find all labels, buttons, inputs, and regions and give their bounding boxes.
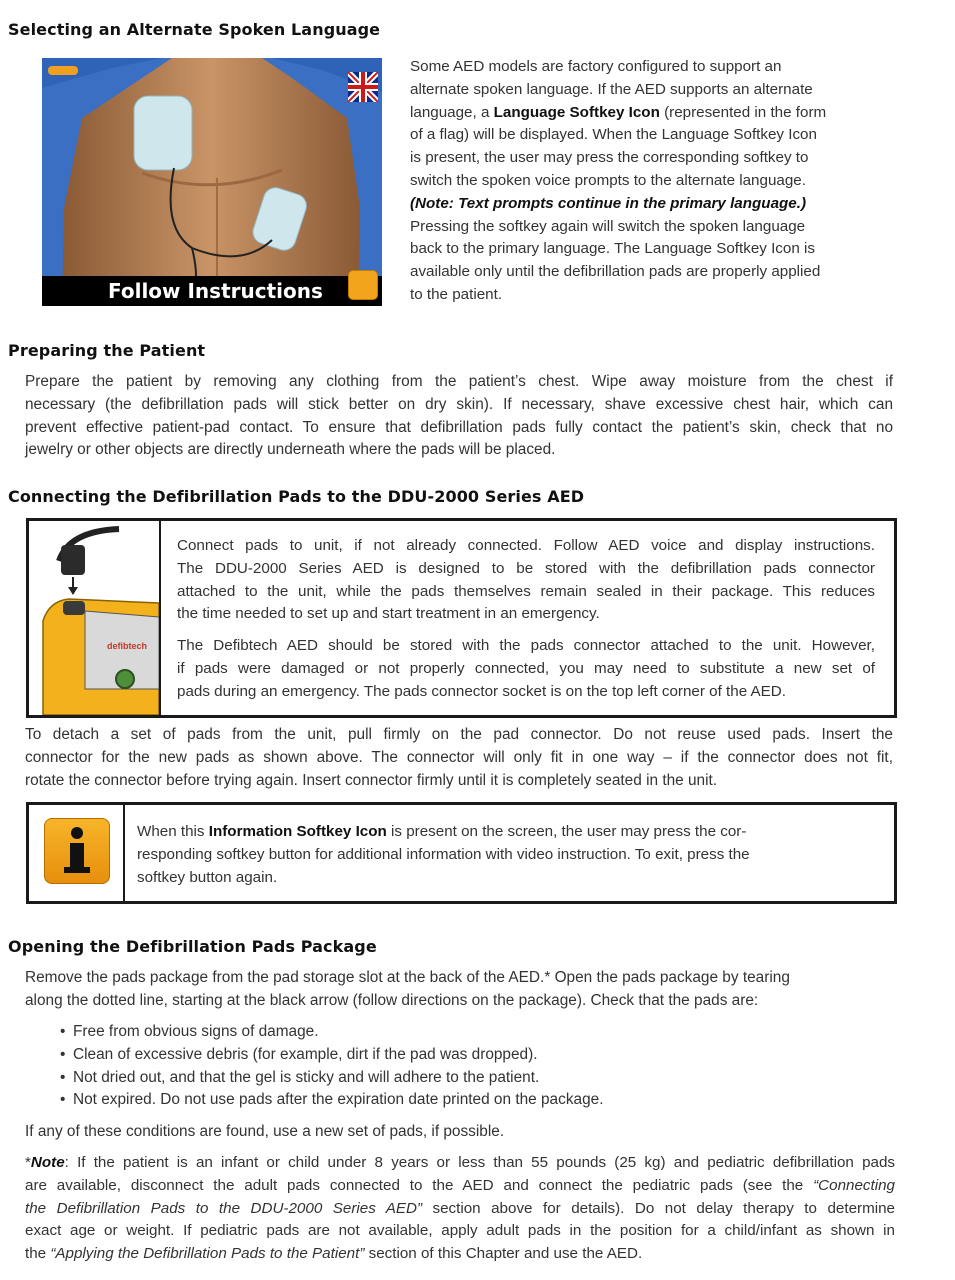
information-softkey-text: When this Information Softkey Icon is present on the screen, the user may press the cor- responding softkey button for additional information with video instruction. To exit, press the softkey button again.	[137, 823, 750, 886]
connecting-box-paragraph-1: Connect pads to unit, if not already connected. Follow AED voice and display instructions. The DDU-2000 Series AED is designed to be stored with the defibrillation pads connector attached to the unit, while the pads themselves remain sealed in their package. This reduces the time needed to set up and start treatment in an emergency.	[177, 537, 875, 623]
connecting-info-box	[26, 518, 897, 718]
section-heading-connecting: Connecting the Defibrillation Pads to the DDU-2000 Series AED	[8, 487, 585, 506]
list-item: • Not expired. Do not use pads after the expiration date printed on the package.	[60, 1089, 880, 1112]
language-softkey-term: Language Softkey Icon	[493, 103, 660, 121]
pediatric-note-text: *Note: If the patient is an infant or child under 8 years or less than 55 pounds (25 kg) and pediatric defibrillation pads are available, disconnect the adult pads connected to the AED and connect the pediatric pads (see the “Connecting the Defibrillation Pads to the DDU-2000 Series AED” section above for details). Do not delay therapy to determine exact age or weight. If pediatric pads are not available, apply adult pads in the position for a child/infant as shown in the “Applying the Defibrillation Pads to the Patient” section of this Chapter and use the AED.	[25, 1154, 895, 1263]
device-brand-label: defibtech	[107, 641, 148, 651]
pad-connector-illustration	[29, 521, 159, 715]
screen-caption-bar	[42, 276, 382, 306]
section-heading-preparing: Preparing the Patient	[8, 341, 206, 360]
list-item: • Not dried out, and that the gel is sticky and will adhere to the patient.	[60, 1067, 880, 1090]
section-heading-opening: Opening the Defibrillation Pads Package	[8, 937, 377, 956]
box-divider	[159, 521, 161, 715]
connecting-box-paragraph-2: The Defibtech AED should be stored with the pads connector attached to the unit. However, if pads were damaged or not properly connected, you may need to substitute a new set of pads during an emergency. The pads connector socket is on the top left corner of the AED.	[177, 637, 875, 700]
preparing-text: Prepare the patient by removing any clothing from the patient’s chest. Wipe away moisture from the chest if necessary (the defibrillation pads will stick better on dry skin). If necessary, shave excessive chest hair, which can prevent effective patient-pad contact. To ensure that defibrillation pads fully contact the patient’s skin, check that no jewelry or other objects are directly underneath where the pads will be placed.	[25, 373, 893, 459]
aed-screen-figure	[42, 58, 382, 306]
section-heading-alternate-language: Selecting an Alternate Spoken Language	[8, 20, 381, 39]
list-item: • Clean of excessive debris (for example, dirt if the pad was dropped).	[60, 1044, 880, 1067]
note-label: Note	[30, 1154, 65, 1171]
information-softkey-box	[26, 802, 897, 904]
information-icon	[44, 818, 110, 884]
conditions-text: If any of these conditions are found, use a new set of pads, if possible.	[25, 1123, 505, 1140]
list-item: • Free from obvious signs of damage.	[60, 1021, 880, 1044]
information-softkey-term: Information Softkey Icon	[208, 823, 387, 840]
pad-check-list	[60, 1021, 880, 1112]
detach-pads-text: To detach a set of pads from the unit, pull firmly on the pad connector. Do not reuse used pads. Insert the connector for the new pads as shown above. The connector will only fit in one way – if the connector does not fit, rotate the connector before trying again. Insert connector firmly until it is completely seated in the unit.	[25, 726, 893, 789]
opening-intro-text: Remove the pads package from the pad storage slot at the back of the AED.* Open the pads package by tearing along the dotted line, starting at the black arrow (follow directions on the package). Check that the pads are:	[25, 969, 790, 1009]
softkey-info-icon	[348, 270, 378, 300]
screen-caption-text: Follow Instructions	[108, 279, 323, 303]
alternate-language-text: Some AED models are factory configured to support an alternate spoken language. If the AED supports an alternate language, a Language Softkey Icon (represented in the form of a flag) will be displayed. When the Language Softkey Icon is present, the user may press the corresponding softkey to switch the spoken voice prompts to the alternate language. (Note: Text prompts continue in the primary language.) Pressing the softkey again will switch the spoken language back to the primary language. The Language Softkey Icon is available only until the defibrillation pads are properly applied to the patient.	[410, 56, 880, 307]
box-divider	[123, 805, 125, 901]
uk-flag-language-icon	[348, 72, 378, 102]
note-text: (Note: Text prompts continue in the primary language.)	[410, 194, 807, 212]
status-indicator-icon	[48, 66, 78, 75]
